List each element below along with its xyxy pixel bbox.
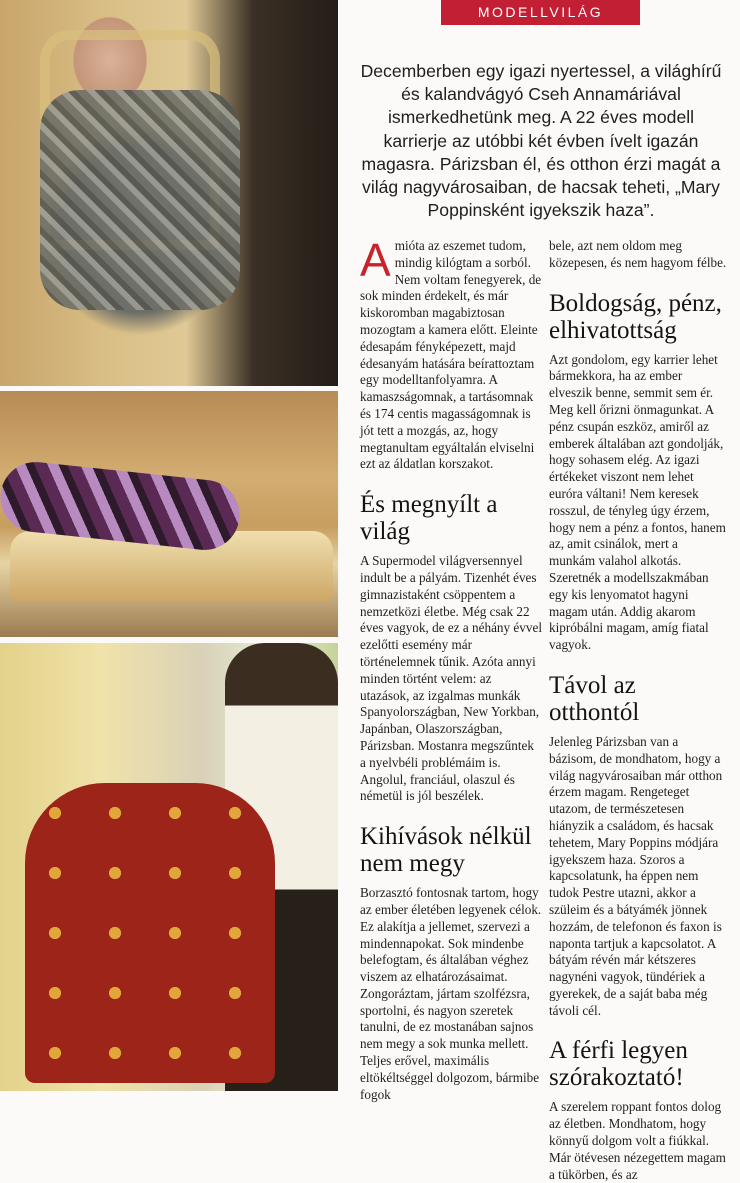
paragraph-paris: Jelenleg Párizsban van a bázisom, de mondhatom, hogy a világ nagyvárosaiban már otthon érzem magam. Rengeteget utazom, de természetesen hiányzik a családom, és hacsak tehetem, Mary Poppins módjára igyekszem haza. Szoros a kapcsolatunk, ha éppen nem tudok Pestre utazni, akkor a szüleim és a bátyámék jönnek hozzám, de telefonon és faxon is naponta tartjuk a kapcsolatot. A bátyám révén már kétszeres nagynéni vagyok, tündériek a gyerekek, de a saját baba még távoli cél. <box>549 733 723 1018</box>
intro-lead: Decemberben egy igazi nyertessel, a világhírű és kalandvágyó Cseh Annamáriával ismerkedhetünk meg. A 22 éves modell karrierje az utóbbi két évben ívelt igazán magasra. Párizsban él, és otthon érzi magát a világ nagyvárosaiban, de hacsak teheti, „Mary Poppinsként igyekszik haza”. <box>360 61 722 221</box>
coat-shape <box>40 90 240 310</box>
opening-text: mióta az eszemet tudom, mindig kilógtam a sorból. Nem voltam fenegyerek, de sok minden érdekelt, és már kiskoromban magabiztosan mozogtam a kamera előtt. Eleinte édesapám fényképezett, majd édesanyám hatására beírattoztam egy modelltanfolyamra. A kamaszságomnak, a tartásomnak és 174 centis magasságomnak is jót tett a mozgás, az, hogy megtanultam egyáltalán elviselni ezt az áldatlan korszakot. <box>360 238 542 472</box>
photo-armchair <box>0 0 338 386</box>
paragraph-continued: bele, azt nem oldom meg közepesen, és nem hagyom félbe. <box>549 238 727 270</box>
heading-world-opened: És megnyílt a világ <box>360 491 498 546</box>
blouse-shape <box>25 783 275 1083</box>
heading-happiness: Boldogság, pénz, elhivatottság <box>549 289 722 344</box>
paragraph-love: A szerelem roppant fontos dolog az életben. Mondhatom, hogy könnyű dolgom volt a fiúkkal. Már ötévesen nézegettem magam a tükörben, és az <box>549 1099 726 1182</box>
section-tag: MODELLVILÁG <box>441 0 640 25</box>
photo-column <box>0 0 338 1091</box>
article-column-2 <box>549 238 727 1183</box>
photo-sofa <box>0 391 338 637</box>
photo-red-blouse <box>0 643 338 1091</box>
heading-man: A férfi legyen szórakoztató! <box>549 1037 688 1092</box>
drop-cap: A <box>360 234 391 286</box>
article-column-1 <box>360 234 542 1103</box>
opening-paragraph <box>360 234 542 473</box>
heading-away-from-home: Távol az otthontól <box>549 671 640 726</box>
paragraph-goals: Borzasztó fontosnak tartom, hogy az ember életében legyenek célok. Ez alakítja a jellemet, szervezi a mindennapokat. Sok mindenbe belefogtam, és általában véghez viszem az elhatározásaimat. Zongoráztam, jártam szolfézsra, sportolni, és nagyon szeretek tanulni, de ez mostanában sajnos nem megy a sok munka mellett. Teljes erővel, maximális eltökéltséggel dolgozom, bármibe fogok <box>360 885 542 1102</box>
paragraph-supermodel: A Supermodel világversennyel indult be a pályám. Tizenhét éves gimnazistaként csöppentem a nemzetközi életbe. Még csak 22 éves vagyok, de ez a néhány évvel ezelőtti esemény már történelemnek tűnik. Azóta annyi minden történt velem: az utazások, az izgalmas munkák Spanyolországban, New Yorkban, Japánban, Olaszországban, Párizsban. Mostanra megszűntek a nyelvbéli problémáim is. Angolul, franciául, olaszul és németül is jól beszélek. <box>360 553 542 804</box>
heading-challenges: Kihívások nélkül nem megy <box>360 823 532 878</box>
paragraph-money: Azt gondolom, egy karrier lehet bármekkora, ha az ember elveszik benne, semmit sem ér. Meg kell őrizni önmagunkat. A pénz csupán eszköz, amiről az emberek általában azt gondolják, hogy sohasem elég. Az igazi értékeket viszont nem lehet euróra váltani! Nem keresek rosszul, de tényleg úgy érzem, hogy nem a pénz a fontos, hanem az, amit csinálok, mert a munkám valahol alkotás. Szeretnék a modellszakmában egy kis lenyomatot hagyni magam után. Addig akarom kipróbálni magam, amíg fiatal vagyok. <box>549 351 726 653</box>
